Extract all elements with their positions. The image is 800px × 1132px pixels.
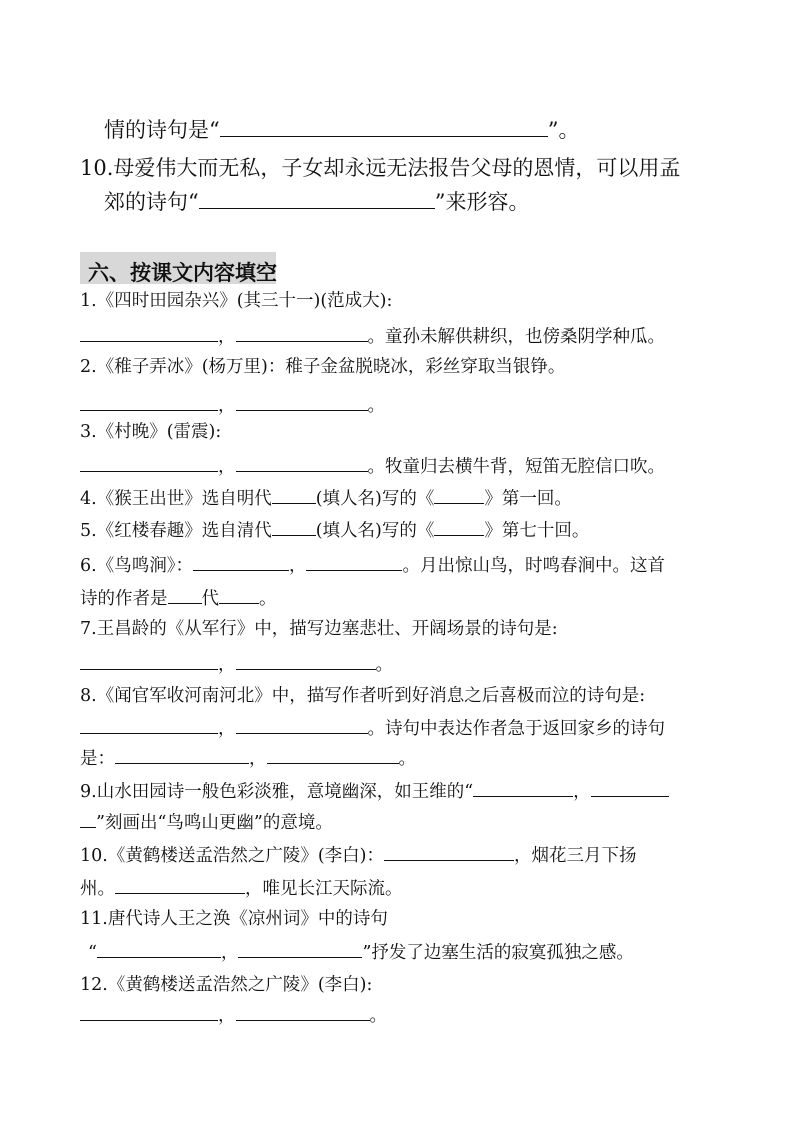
q10-line-1: 10.母爱伟大而无私，子女却永远无法报告父母的恩情，可以用孟 [80,156,681,180]
text: 。 [367,395,385,416]
answer-blank[interactable] [267,748,399,764]
answer-blank[interactable] [272,520,316,536]
section-heading [80,252,276,284]
text: 诗的作者是 [80,588,168,609]
text: ， [288,555,307,576]
text: 9.山水田园诗一般色彩淡雅，意境幽深，如王维的“ [80,781,474,802]
text: 是： [80,748,115,769]
answer-blank[interactable] [236,654,376,670]
text: 代 [201,588,219,609]
answer-blank[interactable] [80,654,218,670]
answer-blank[interactable] [80,718,218,734]
answer-blank[interactable] [80,456,218,472]
q8-answer-line-2 [80,748,416,768]
q10-line-2 [80,878,403,898]
answer-blank[interactable] [238,942,362,958]
text: 。诗句中表达作者急于返回家乡的诗句 [367,718,665,739]
q8-answer-line-1 [80,718,665,738]
answer-blank[interactable] [236,326,368,342]
answer-blank[interactable] [80,812,96,828]
q11-answer-line [88,942,634,962]
text: ”刻画出“鸟鸣山更幽”的意境。 [96,812,333,833]
text: 。 [369,1005,387,1026]
text: ，唯见长江天际流。 [245,878,403,899]
text: ， [218,654,236,675]
text: 州。 [80,878,115,899]
answer-blank[interactable] [193,555,289,571]
answer-blank[interactable] [236,718,368,734]
answer-blank[interactable] [306,555,402,571]
answer-blank[interactable] [220,118,548,137]
answer-blank[interactable] [80,326,218,342]
answer-blank[interactable] [219,588,259,604]
text: ，烟花三月下扬 [514,845,637,866]
text: 5.《红楼春趣》选自清代 [80,520,272,541]
answer-blank[interactable] [115,748,249,764]
text: 。童孙未解供耕织，也傍桑阴学种瓜。 [367,326,665,347]
text: 。 [398,748,416,769]
text: ， [573,781,591,802]
q3-answer-line [80,456,665,476]
answer-blank[interactable] [236,1005,370,1021]
text: 》第七十回。 [484,520,590,541]
section-title: 六、按课文内容填空 [88,260,277,285]
answer-blank[interactable] [168,588,202,604]
q7-answer-line [80,654,393,674]
text: 6.《鸟鸣涧》： [80,555,193,576]
text: 》第一回。 [484,488,572,509]
q12-prompt: 12.《黄鹤楼送孟浩然之广陵》(李白): [80,975,373,995]
text: ， [218,395,236,416]
answer-blank[interactable] [272,488,316,504]
q11-prompt: 11.唐代诗人王之涣《凉州词》中的诗句 [80,909,388,929]
text: 。月出惊山鸟，时鸣春涧中。这首 [402,555,665,576]
text: “ [88,942,97,963]
text: 情的诗句是“ [104,117,220,142]
q2-prompt: 2.《稚子弄冰》(杨万里)：稚子金盆脱晓冰，彩丝穿取当银铮。 [80,357,566,377]
answer-blank[interactable] [80,395,218,411]
q9-tail-line [104,118,580,141]
q10-line-1 [80,845,637,865]
text: (填人名)写的《 [315,520,435,541]
q6-line-2 [80,588,277,608]
text: 10.《黄鹤楼送孟浩然之广陵》(李白)： [80,845,384,866]
answer-blank[interactable] [434,488,484,504]
q5-line [80,520,589,540]
q3-prompt: 3.《村晚》(雷震): [80,422,222,442]
q7-prompt: 7.王昌龄的《从军行》中，描写边塞悲壮、开阔场景的诗句是: [80,619,558,639]
answer-blank[interactable] [384,845,514,861]
answer-blank[interactable] [236,456,368,472]
text: 郊的诗句“ [104,189,199,214]
q9-line-1 [80,781,669,801]
q2-answer-line [80,395,385,415]
text: ， [220,942,239,963]
text: 。 [259,588,277,609]
answer-blank[interactable] [591,781,669,797]
q1-prompt: 1.《四时田园杂兴》(其三十一)(范成大): [80,291,393,311]
text: 。牧童归去横牛背，短笛无腔信口吹。 [367,456,665,477]
answer-blank[interactable] [434,520,484,536]
answer-blank[interactable] [199,190,435,209]
answer-blank[interactable] [473,781,573,797]
q12-answer-line [80,1005,387,1025]
text: 。 [375,654,393,675]
text: (填人名)写的《 [315,488,435,509]
q10-line-2 [104,190,530,213]
text: 4.《猴王出世》选自明代 [80,488,272,509]
text: ， [218,326,236,347]
text: ， [218,718,236,739]
text: ”。 [547,117,580,142]
q8-prompt: 8.《闻官军收河南河北》中，描写作者听到好消息之后喜极而泣的诗句是: [80,686,646,706]
q4-line [80,488,572,508]
text: ， [218,456,236,477]
text: ， [249,748,267,769]
text: ”抒发了边塞生活的寂寞孤独之感。 [362,942,634,963]
answer-blank[interactable] [236,395,368,411]
answer-blank[interactable] [80,1005,218,1021]
q9-line-2 [80,812,333,832]
answer-blank[interactable] [97,942,221,958]
q6-line-1 [80,555,665,575]
text: ”来形容。 [434,189,530,214]
q1-answer-line [80,326,665,346]
answer-blank[interactable] [115,878,245,894]
text: ， [218,1005,236,1026]
